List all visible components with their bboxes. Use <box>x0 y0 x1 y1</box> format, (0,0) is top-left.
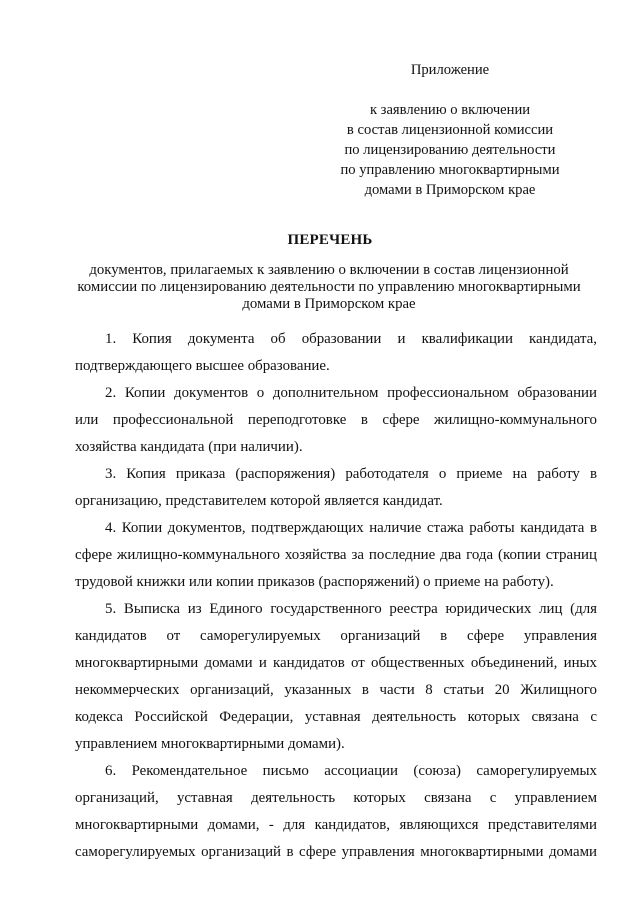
appendix-title: Приложение <box>410 62 490 78</box>
appendix-line: по управлению многоквартирными <box>340 162 560 178</box>
paragraph-line: 1. Копия документа об образовании и квалификации кандидата, <box>105 331 597 347</box>
paragraph-line: 5. Выписка из Единого государственного реестра юридических лиц (для <box>105 601 597 617</box>
paragraph-line: 3. Копия приказа (распоряжения) работодателя о приеме на работу в <box>105 466 597 482</box>
paragraph-line: 4. Копии документов, подтверждающих наличие стажа работы кандидата в <box>105 520 597 536</box>
paragraph-line: организаций, уставная деятельность которых связана с управлением <box>75 790 597 806</box>
subtitle-line: домами в Приморском крае <box>242 296 416 312</box>
list-item <box>75 515 597 596</box>
document-subtitle <box>66 262 592 313</box>
list-item <box>75 596 597 758</box>
list-item <box>75 380 597 461</box>
subtitle-line: документов, прилагаемых к заявлению о включении в состав лицензионной <box>89 262 569 278</box>
appendix-header <box>300 60 600 200</box>
paragraph-line: саморегулируемых организаций в сфере управления многоквартирными домами <box>75 844 597 860</box>
paragraph-line: трудовой книжки или копии приказов (распоряжений) о приеме на работу). <box>75 574 554 590</box>
paragraph-line: 6. Рекомендательное письмо ассоциации (союза) саморегулируемых <box>105 763 597 779</box>
paragraph-line: 2. Копии документов о дополнительном профессиональном образовании <box>105 385 597 401</box>
appendix-line: к заявлению о включении <box>369 102 531 118</box>
paragraph-line: или профессиональной переподготовке в сфере жилищно-коммунального <box>75 412 597 428</box>
paragraph-line: кодекса Российской Федерации, уставная деятельность которых связана с <box>75 709 597 725</box>
paragraph-line: кандидатов от саморегулируемых организаций в сфере управления <box>75 628 597 644</box>
paragraph-line: некоммерческих организаций, указанных в части 8 статьи 20 Жилищного <box>75 682 597 698</box>
list-item <box>75 461 597 515</box>
paragraph-line: сфере жилищно-коммунального хозяйства за последние два года (копии страниц <box>75 547 597 563</box>
appendix-line: по лицензированию деятельности <box>344 142 556 158</box>
appendix-line: домами в Приморском крае <box>364 182 536 198</box>
paragraph-line: подтверждающего высшее образование. <box>75 358 330 374</box>
document-heading: ПЕРЕЧЕНЬ <box>287 232 373 248</box>
subtitle-line: комиссии по лицензированию деятельности по управлению многоквартирными <box>77 279 581 295</box>
document-list <box>75 326 597 866</box>
paragraph-line: многоквартирными домами, - для кандидатов, являющихся представителями <box>75 817 597 833</box>
paragraph-line: организацию, представителем которой является кандидат. <box>75 493 443 509</box>
paragraph-line: хозяйства кандидата (при наличии). <box>75 439 303 455</box>
list-item <box>75 758 597 866</box>
appendix-line: в состав лицензионной комиссии <box>346 122 554 138</box>
paragraph-line: многоквартирными домами и кандидатов от общественных объединений, иных <box>75 655 597 671</box>
paragraph-line: управлением многоквартирными домами). <box>75 736 345 752</box>
list-item <box>75 326 597 380</box>
